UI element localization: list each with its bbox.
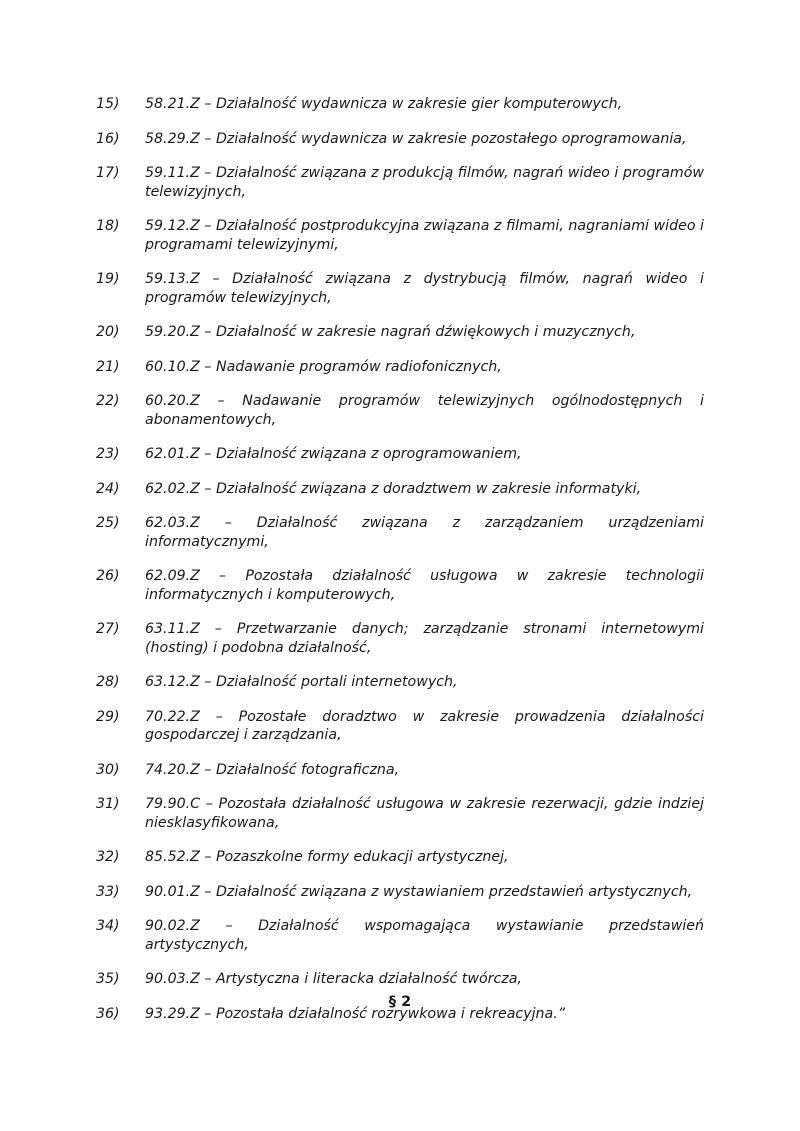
list-item-text: 85.52.Z – Pozaszkolne formy edukacji artystycznej,: [145, 849, 509, 865]
list-item-number: 30): [96, 761, 120, 778]
list-item: [96, 130, 704, 149]
list-item: [96, 795, 704, 832]
list-item-number: 34): [96, 918, 120, 934]
list-item: [96, 514, 704, 551]
list-item-text: 63.11.Z – Przetwarzanie danych; zarządzanie stronami internetowymi (hosting) i podobna działalność,: [145, 621, 704, 656]
list-item-text: 59.12.Z – Działalność postprodukcyjna związana z filmami, nagraniami wideo i programami telewizyjnymi,: [145, 218, 704, 253]
list-item-text: 74.20.Z – Działalność fotograficzna,: [145, 761, 400, 778]
section-heading: § 2: [388, 994, 412, 1010]
list-item: [96, 970, 704, 989]
list-item: [96, 620, 704, 657]
list-item-number: 32): [96, 849, 120, 865]
list-item-number: 20): [96, 324, 120, 340]
list-item-text: 58.21.Z – Działalność wydawnicza w zakresie gier komputerowych,: [145, 96, 623, 112]
list-item-number: 29): [96, 708, 120, 725]
list-item: [96, 445, 704, 464]
list-item-number: 22): [96, 393, 120, 409]
list-item-text: 59.20.Z – Działalność w zakresie nagrań dźwiękowych i muzycznych,: [145, 324, 636, 340]
list-item-text: 62.01.Z – Działalność związana z oprogramowaniem,: [145, 446, 522, 462]
list-item-number: 15): [96, 96, 120, 112]
list-item-number: 31): [96, 796, 120, 812]
list-item-number: 24): [96, 480, 120, 497]
list-item: [96, 392, 704, 429]
list-item-number: 17): [96, 165, 120, 181]
list-item: [96, 848, 704, 867]
list-item: [96, 567, 704, 604]
list-item: [96, 358, 704, 377]
list-item-text: 90.01.Z – Działalność związana z wystawianiem przedstawień artystycznych,: [145, 883, 693, 900]
list-item-text: 59.11.Z – Działalność związana z produkcją filmów, nagrań wideo i programów telewizyjnych,: [145, 165, 704, 200]
list-item-number: 27): [96, 621, 120, 637]
list-item-text: 60.20.Z – Nadawanie programów telewizyjnych ogólnodostępnych i abonamentowych,: [145, 393, 704, 428]
list-item-text: 62.03.Z – Działalność związana z zarządzaniem urządzeniami informatycznymi,: [145, 515, 704, 550]
list-item-text: 90.03.Z – Artystyczna i literacka działalność twórcza,: [145, 971, 522, 987]
list-item: [96, 217, 704, 254]
list-item-number: 18): [96, 218, 120, 234]
list-item: [96, 323, 704, 342]
list-item: [96, 761, 704, 780]
list-item-text: 62.09.Z – Pozostała działalność usługowa w zakresie technologii informatycznych i komputerowych,: [145, 568, 704, 603]
list-item: [96, 883, 704, 902]
list-item-text: 79.90.C – Pozostała działalność usługowa w zakresie rezerwacji, gdzie indziej niesklasyfikowana,: [145, 796, 704, 831]
list-item: [96, 673, 704, 692]
list-item-number: 35): [96, 971, 120, 987]
list-item-number: 26): [96, 568, 120, 584]
list-item-number: 25): [96, 515, 120, 531]
list-item-number: 33): [96, 883, 120, 900]
list-item: [96, 95, 704, 114]
list-item-number: 36): [96, 1005, 120, 1022]
list-item: [96, 270, 704, 307]
list-item-text: 58.29.Z – Działalność wydawnicza w zakresie pozostałego oprogramowania,: [145, 130, 687, 147]
list-item-number: 19): [96, 271, 120, 287]
list-item-number: 21): [96, 358, 120, 375]
list-item-number: 16): [96, 130, 120, 147]
list-item: [96, 164, 704, 201]
list-item: [96, 480, 704, 499]
list-item-text: 70.22.Z – Pozostałe doradztwo w zakresie prowadzenia działalności gospodarczej i zarządzania,: [145, 708, 704, 743]
list-item-number: 23): [96, 446, 120, 462]
list-item-text: 59.13.Z – Działalność związana z dystrybucją filmów, nagrań wideo i programów telewizyjnych,: [145, 271, 704, 306]
list-item-text: 62.02.Z – Działalność związana z doradztwem w zakresie informatyki,: [145, 480, 642, 497]
list-item: [96, 708, 704, 745]
list-item-number: 28): [96, 674, 120, 690]
list-item-text: 60.10.Z – Nadawanie programów radiofonicznych,: [145, 358, 502, 375]
list-item-text: 90.02.Z – Działalność wspomagająca wystawianie przedstawień artystycznych,: [145, 918, 704, 953]
pkd-activity-list: [96, 95, 704, 1039]
list-item: [96, 917, 704, 954]
list-item-text: 63.12.Z – Działalność portali internetowych,: [145, 674, 458, 690]
list-item-text: 93.29.Z – Pozostała działalność rozrywkowa i rekreacyjna.”: [145, 1005, 566, 1022]
